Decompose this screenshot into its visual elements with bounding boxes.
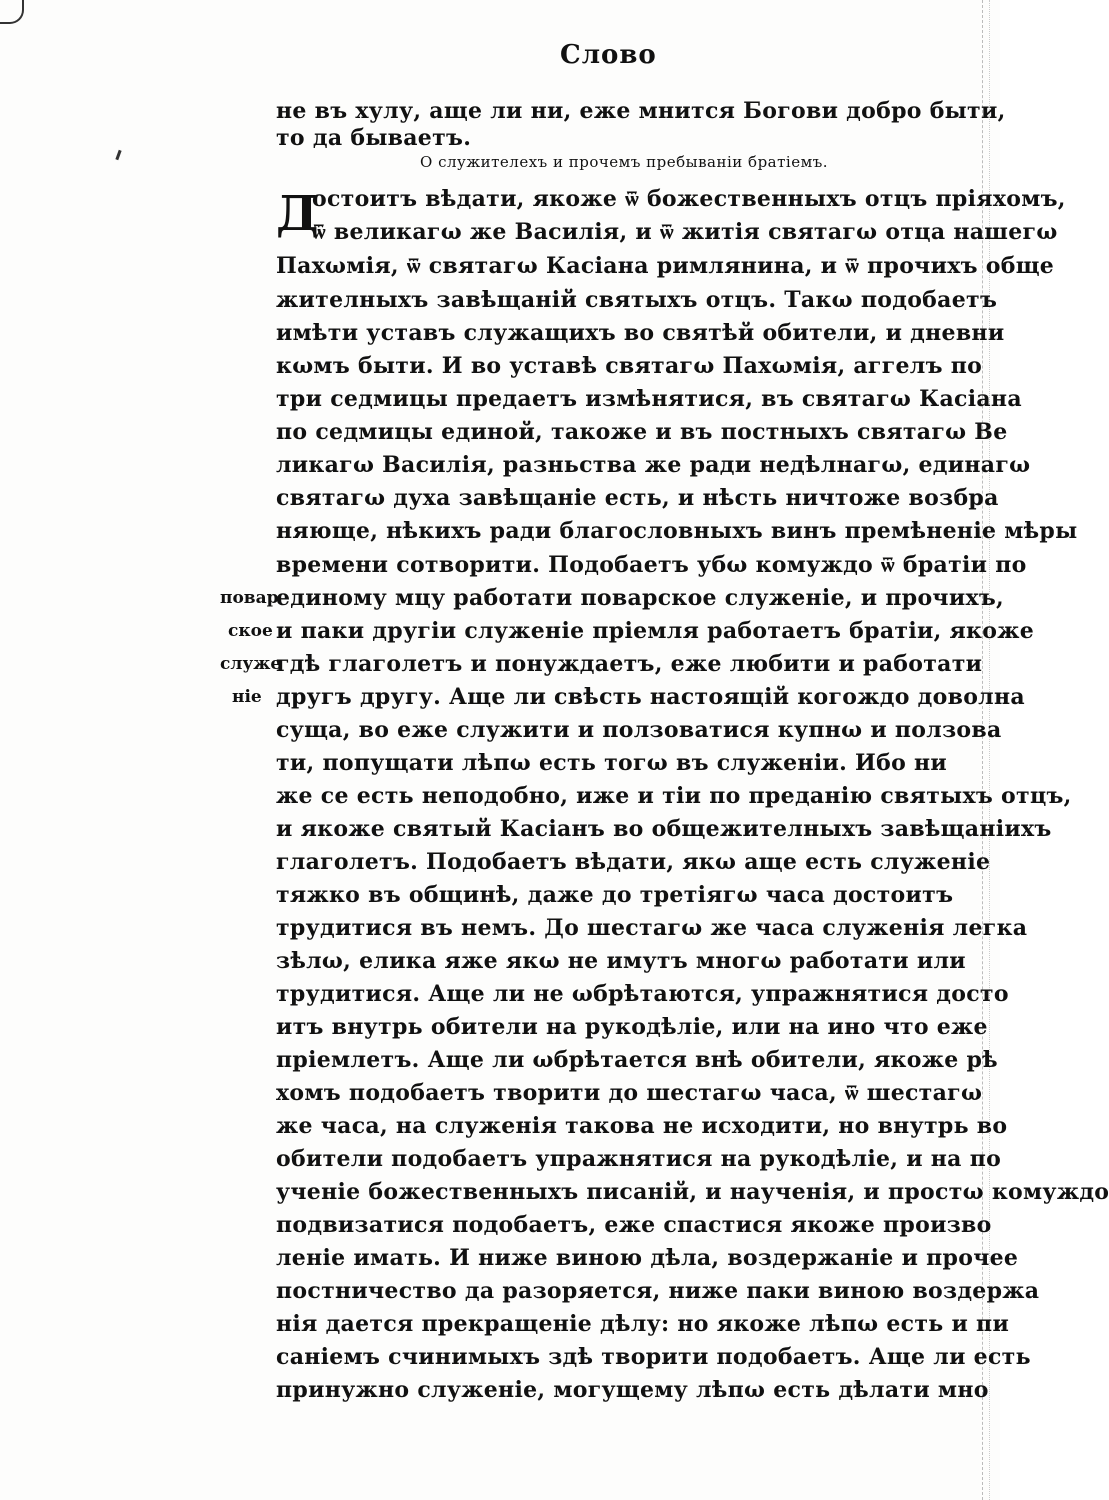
text-line: санiемъ счинимыхъ здѣ творити подобаетъ. Аще ли есть bbox=[276, 1344, 1031, 1370]
text-line: ти, попущати лѣпω есть тогω въ служенiи. Ибо ни bbox=[276, 750, 948, 776]
text-line: по седмицы единой, такоже и въ постныхъ святагω Ве bbox=[276, 419, 1008, 445]
text-line: другъ другу. Аще ли свѣсть настоящiй когождо доволна bbox=[276, 684, 1025, 710]
margin-note: ское bbox=[228, 621, 273, 641]
text-line: ликагω Василiя, разньства же ради недѣлнагω, единагω bbox=[276, 452, 1031, 478]
text-line: хомъ подобаетъ творити до шестагω часа, ѿ шестагω bbox=[276, 1080, 983, 1106]
text-line: итъ внутрь обители на рукодѣлiе, или на ино что еже bbox=[276, 1014, 988, 1040]
text-line: то да бываетъ. bbox=[276, 125, 472, 151]
ink-mark bbox=[115, 150, 121, 160]
text-line: три седмицы предаетъ измѣнятися, въ святагω Касiана bbox=[276, 386, 1022, 412]
text-line: и паки другiи служенiе прiемля работаетъ братiи, якоже bbox=[276, 618, 1035, 644]
drop-initial: Д bbox=[276, 186, 319, 242]
margin-note: повар bbox=[220, 588, 279, 608]
text-line: глаголетъ. Подобаетъ вѣдати, якω аще есть служенiе bbox=[276, 849, 991, 875]
text-line: же се есть неподобно, иже и тiи по преданiю святыхъ отцъ, bbox=[276, 783, 1072, 809]
text-line: имѣти уставъ служащихъ во святѣй обители, и дневни bbox=[276, 320, 1005, 346]
text-line: святагω духа завѣщанiе есть, и нѣсть ничтоже возбра bbox=[276, 485, 999, 511]
text-line: прiемлетъ. Аще ли ωбрѣтается внѣ обители, якоже рѣ bbox=[276, 1047, 998, 1073]
text-line: ocтоитъ вѣдати, якоже ѿ божественныхъ отцъ прiяхомъ, bbox=[312, 186, 1066, 212]
running-head: Слово bbox=[560, 40, 657, 70]
text-line: и якоже святый Касiанъ во общежителныхъ завѣщанiихъ bbox=[276, 816, 1052, 842]
section-title: О служителехъ и прочемъ пребыванiи братiемъ. bbox=[420, 153, 829, 171]
text-line: Пахωмiя, ѿ святагω Касiана римлянина, и ѿ прочихъ общe bbox=[276, 253, 1055, 279]
text-line: нiя дается прекращенiе дѣлу: но якоже лѣпω есть и пи bbox=[276, 1311, 1010, 1337]
text-line: постничество да разоряется, ниже паки виною воздержа bbox=[276, 1278, 1040, 1304]
text-line: жителныхъ завѣщанiй святыхъ отцъ. Такω подобаетъ bbox=[276, 287, 998, 313]
text-line: ленiе имать. И ниже виною дѣла, воздержанiе и прочее bbox=[276, 1245, 1019, 1271]
text-line: трудитися. Аще ли не ωбрѣтаются, упражнятися досто bbox=[276, 981, 1009, 1007]
text-line: зѣлω, елика яже якω не имутъ многω работати или bbox=[276, 948, 966, 974]
text-line: кωмъ быти. И во уставѣ святагω Пахωмiя, аггелъ по bbox=[276, 353, 983, 379]
margin-note: нiе bbox=[232, 687, 262, 707]
text-line: трудитися въ немъ. До шестагω же часа служенiя легка bbox=[276, 915, 1028, 941]
text-line: няюще, нѣкихъ ради благословныхъ винъ премѣненiе мѣры bbox=[276, 518, 1078, 544]
text-line: не въ хулу, аще ли ни, еже мнится Богови добро быти, bbox=[276, 98, 1006, 124]
corner-ornament bbox=[0, 0, 24, 24]
text-line: гдѣ глаголетъ и понуждаетъ, еже любити и работати bbox=[276, 651, 983, 677]
text-line: времени сотворити. Подобаетъ убω комуждо ѿ братiи по bbox=[276, 552, 1027, 578]
text-line: подвизатися подобаетъ, еже спастися якоже произво bbox=[276, 1212, 992, 1238]
margin-note: служе bbox=[220, 654, 282, 674]
text-line: же часа, на служенiя такова не исходити, но внутрь во bbox=[276, 1113, 1008, 1139]
text-line: принужно служенiе, могущему лѣпω есть дѣлати мно bbox=[276, 1377, 989, 1403]
text-line: ѿ великагω же Василiя, и ѿ житiя святагω отца нашегω bbox=[312, 219, 1058, 245]
text-line: единому мцу работати поварское служенiе, и прочихъ, bbox=[276, 585, 1004, 611]
text-line: ученiе божественныхъ писанiй, и наученiя, и простω комуждо bbox=[276, 1179, 1109, 1205]
text-line: тяжко въ общинѣ, даже до третiягω часа достоитъ bbox=[276, 882, 954, 908]
text-line: обители подобаетъ упражнятися на рукодѣлiе, и на по bbox=[276, 1146, 1002, 1172]
text-line: суща, во еже служити и ползоватися купнω и ползова bbox=[276, 717, 1002, 743]
